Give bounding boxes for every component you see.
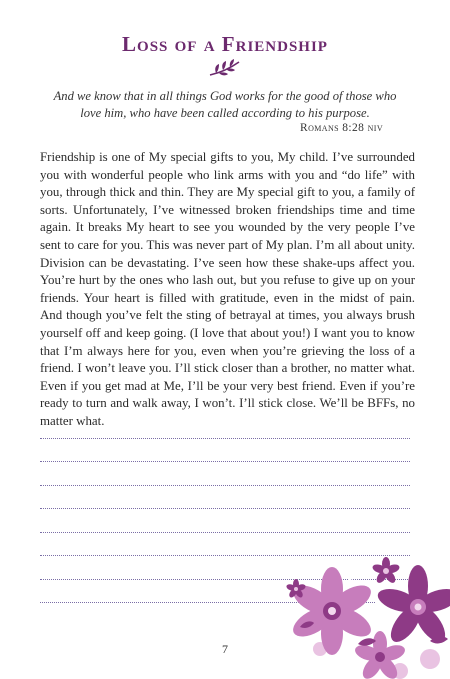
writing-line[interactable] xyxy=(40,415,410,439)
writing-line[interactable] xyxy=(40,462,410,486)
devotional-body: Friendship is one of My special gifts to you, My child. I’ve surrounded you with wonderful people who link arms with you and “do life” with you, through thick and thin. They are My special gift to you, a family of sorts. Unfortunately, I’ve witnessed broken friendships time and time again. It breaks My heart to see you wounded by the very people I’ve sent to care for you. This was never part of My plan. I’m all about unity. Division can be devastating. I’ve seen how these shake-ups affect you. You’re hurt by the ones who lash out, but you refuse to give up on your friends. Your heart is filled with gratitude, even in the midst of pain. And though you’ve felt the sting of betrayal at times, you always brush yourself off and keep going. (I love that about you!) I want you to know that I’m always here for you, even when you’re grieving the loss of a friend. I won’t leave you. I’ll stick closer than a brother, no matter what. Even if you get mad at Me, I’ll be your very best friend. Even if you’re ready to turn and walk away, I won’t. I’ll stick close. We’ll be BFFs, no matter what. xyxy=(40,150,415,428)
page-number: 7 xyxy=(222,642,228,656)
scripture-reference: Romans 8:28 niv xyxy=(300,122,383,134)
writing-line[interactable] xyxy=(40,486,410,510)
writing-line[interactable] xyxy=(40,439,410,463)
writing-line[interactable] xyxy=(40,509,410,533)
flower-cluster-icon xyxy=(280,549,450,679)
page-title: Loss of a Friendship xyxy=(122,32,328,56)
leaf-sprig-icon xyxy=(207,58,243,80)
scripture-verse: And we know that in all things God works for the good of those who love him, who have been called according to his purpose. xyxy=(53,89,397,120)
